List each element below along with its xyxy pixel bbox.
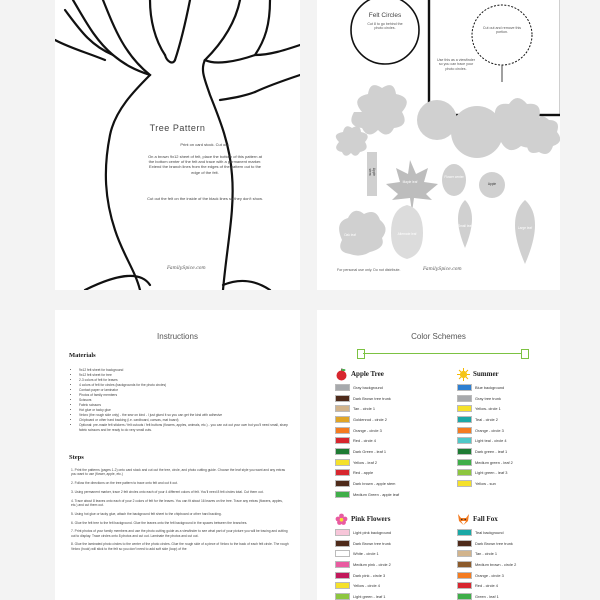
apple-label: Apple <box>487 182 497 186</box>
maple-leaf-shape <box>386 160 438 212</box>
tree-pattern-page <box>55 0 300 290</box>
color-swatch-label: Blue background <box>475 384 505 390</box>
materials-item: • 2-3 colors of felt for leaves <box>79 378 289 383</box>
color-swatch-label: Dark pink - circle 3 <box>353 572 386 578</box>
color-swatch <box>335 491 350 498</box>
apple-stem-label: Apple stem <box>368 167 376 177</box>
felt-circles-title: Felt Circles <box>368 12 402 19</box>
color-swatch <box>335 593 350 600</box>
color-swatch <box>335 416 350 423</box>
scheme-name: Pink Flowers <box>351 515 391 523</box>
title-rule-left-cap <box>357 349 365 359</box>
materials-item: • Scissors <box>79 398 289 403</box>
color-swatch <box>457 384 472 391</box>
color-swatch <box>457 448 472 455</box>
color-swatch <box>335 550 350 557</box>
steps-list <box>71 468 289 556</box>
color-swatch-label: Dark Brown tree trunk <box>353 540 391 546</box>
viewfinder-cut-note: Cut out and remove this portion. <box>482 26 522 35</box>
color-swatch-row <box>457 425 560 436</box>
flower-center-shape <box>442 164 466 196</box>
materials-item: • 4 colors of felt for circles (backgrounds for the photo circles) <box>79 383 289 388</box>
color-swatch-label: Yellow- circle 1 <box>475 406 501 412</box>
step-item: 6. Glue the felt tree to the felt background. Glue the leaves onto the felt background in the spaces between the branches. <box>71 520 248 525</box>
color-swatch-row <box>457 468 560 479</box>
color-swatch-label: Yellow - leaf 2 <box>353 459 378 465</box>
oak-leaf-label: Oak leaf <box>344 233 356 237</box>
title-rule-right-cap <box>521 349 529 359</box>
color-swatch-label: Gray tree trunk <box>475 395 501 401</box>
color-swatch-row <box>335 478 445 489</box>
scheme-pink-flowers <box>335 512 445 600</box>
tree-subtitle: Print on card stock. Cut out. <box>180 142 230 147</box>
materials-list <box>73 368 289 433</box>
step-item: 2. Follow the directions on the tree pattern to trace onto felt and cut it out. <box>71 481 178 486</box>
color-swatch-label: Goldenrod - circle 2 <box>353 416 387 422</box>
flower-center-label: Flower center <box>444 175 464 179</box>
color-swatch-row <box>335 538 445 549</box>
large-leaf-label: Large leaf <box>517 226 533 230</box>
color-swatch <box>335 540 350 547</box>
color-swatch <box>335 427 350 434</box>
color-swatch <box>335 384 350 391</box>
color-swatch-row <box>335 580 445 591</box>
color-swatch-label: Dark brown - apple stem <box>353 481 396 487</box>
color-swatch <box>457 550 472 557</box>
color-swatch-label: Dark Brown tree trunk <box>475 540 513 546</box>
flower-large-shape <box>351 85 406 134</box>
step-item: 3. Using permanent marker, trace 2 felt circles onto each of your 4 different colors of felt. You'll need 8 felt circles total. Cut them out. <box>71 489 264 494</box>
scheme-name: Summer <box>473 370 499 378</box>
color-swatch <box>335 572 350 579</box>
title-rule <box>363 353 523 354</box>
color-swatch-label: Dark green - leaf 1 <box>475 448 508 454</box>
color-swatch-row <box>457 393 560 404</box>
color-swatch-row <box>335 548 445 559</box>
copyright-notice: For personal use only. Do not distribute. <box>337 268 401 272</box>
color-swatch-row <box>457 538 560 549</box>
tree-pattern-title: Tree Pattern <box>149 123 206 133</box>
color-swatch-label: Yellow - circle 4 <box>353 583 380 589</box>
materials-item: • Contact paper or laminator <box>79 388 289 393</box>
felt-shapes-page <box>317 0 560 290</box>
color-swatch <box>335 437 350 444</box>
color-swatch <box>457 405 472 412</box>
familyspice-logo-2: FamilySpice.com <box>423 267 462 272</box>
color-swatch <box>457 480 472 487</box>
color-swatch-label: Green - leaf 1 <box>475 593 499 599</box>
circle-shape-1 <box>417 100 457 140</box>
sun-icon <box>457 368 470 381</box>
color-swatch-row <box>457 446 560 457</box>
color-swatch <box>457 582 472 589</box>
color-swatch-label: Orange - circle 3 <box>475 427 504 433</box>
color-swatch <box>335 395 350 402</box>
color-swatch-label: Teal - circle 2 <box>475 416 498 422</box>
color-swatch <box>457 593 472 600</box>
color-swatch-row <box>335 570 445 581</box>
familyspice-logo: FamilySpice.com <box>167 266 206 271</box>
color-schemes-title: Color Schemes <box>411 332 466 341</box>
color-swatch <box>335 480 350 487</box>
color-swatch-label: Dark Green - leaf 1 <box>353 448 387 454</box>
tree-instructions-2: Cut out the felt on the inside of the black lines so they don't show. <box>147 196 263 201</box>
materials-heading: Materials <box>69 352 96 359</box>
color-swatch-label: Yellow - sun <box>475 481 496 487</box>
color-swatch-row <box>457 570 560 581</box>
color-swatch-label: Medium brown - circle 2 <box>475 561 517 567</box>
scheme-header <box>335 512 445 526</box>
color-swatch-row <box>335 403 445 414</box>
color-swatch-row <box>335 425 445 436</box>
apple-icon <box>335 368 348 381</box>
color-swatch-row <box>457 548 560 559</box>
color-swatch <box>335 459 350 466</box>
color-swatch-label: Tan - circle 1 <box>353 406 376 412</box>
color-swatch-label: Medium pink - circle 2 <box>353 561 391 567</box>
color-swatch-row <box>457 403 560 414</box>
scheme-summer <box>457 367 560 489</box>
color-swatch <box>457 416 472 423</box>
viewfinder-circle <box>472 5 532 65</box>
scheme-fall-fox <box>457 512 560 600</box>
color-swatch <box>335 448 350 455</box>
tree-instructions-1: On a brown 9x12 sheet of felt, place the bottom of this pattern at the bottom center of the felt and trace with a permanent marker. Extend the branch lines from the edges of the pattern out to the edge of the felt. <box>148 154 262 175</box>
materials-item: • Hot glue or tacky glue <box>79 408 289 413</box>
color-swatch-row <box>457 435 560 446</box>
color-swatch <box>335 469 350 476</box>
color-swatch-row <box>335 468 445 479</box>
color-swatch-row <box>335 457 445 468</box>
step-item: 4. Trace about 8 leaves onto each of your 2 colors of felt for the leaves. You can fit about 16 leaves on the tree. Trace any extras (flowers, apples, etc.) and cut them out. <box>71 498 283 507</box>
color-swatch <box>457 469 472 476</box>
color-swatch <box>457 561 472 568</box>
color-swatch-row <box>335 489 445 500</box>
scheme-apple-tree <box>335 367 445 500</box>
color-swatch <box>457 395 472 402</box>
felt-circle-outline <box>351 0 419 64</box>
felt-circles-note: Cut 8 to go behind the photo circles. <box>367 22 403 31</box>
color-swatch <box>335 405 350 412</box>
color-swatch-row <box>457 580 560 591</box>
step-item: 1. Print the patterns (pages 1-2) onto card stock and cut out the tree, circle, and photo cutting guide. Choose the leaf style you want and any extras you want to use (flower, apple, etc.) <box>71 468 286 477</box>
color-swatch-label: Light teal - circle 4 <box>475 438 507 444</box>
materials-item: • Chipboard or other hard backing (i.e. cardboard, canvas, mat board) <box>79 418 289 423</box>
color-swatch-label: White - circle 1 <box>353 551 379 557</box>
color-swatch-row <box>335 393 445 404</box>
color-swatch-row <box>335 435 445 446</box>
instructions-page <box>55 310 300 600</box>
color-swatch <box>457 529 472 536</box>
step-item: 8. Glue the laminated photo circles to the center of the photo circles. Glue the rough side of a piece of Velcro to the back of each felt circle. The rough Velcro (hook) will stick to the felt so you don't need to add soft side (loop) of the <box>71 542 289 551</box>
color-swatch <box>457 427 472 434</box>
color-swatch <box>457 437 472 444</box>
color-swatch <box>457 572 472 579</box>
color-swatch-row <box>457 527 560 538</box>
color-swatch-row <box>335 382 445 393</box>
color-swatch-label: Teal background <box>475 529 504 535</box>
color-swatch <box>457 540 472 547</box>
color-swatch-label: Light green - leaf 1 <box>353 593 386 599</box>
alternate-leaf-label: Alternate leaf <box>397 232 417 236</box>
flower-small-shape <box>336 126 368 156</box>
color-swatch-row <box>335 527 445 538</box>
small-leaf-label: Small leaf <box>458 224 472 228</box>
color-swatch-label: Red - apple <box>353 470 374 476</box>
color-swatch-label: Medium green - leaf 2 <box>475 459 513 465</box>
color-swatch-row <box>335 446 445 457</box>
materials-item: • 9x12 felt sheet for background <box>79 368 289 373</box>
color-swatch-label: Red - circle 4 <box>353 438 376 444</box>
materials-item: • Fabric scissors <box>79 403 289 408</box>
color-swatch-row <box>335 559 445 570</box>
scheme-header <box>457 512 560 526</box>
color-swatch-label: Red - circle 4 <box>475 583 498 589</box>
scheme-name: Apple Tree <box>351 370 384 378</box>
color-swatch-label: Light green - leaf 3 <box>475 470 508 476</box>
color-swatch-label: Gray background <box>353 384 383 390</box>
color-swatch-row <box>457 457 560 468</box>
color-swatch-row <box>457 591 560 600</box>
materials-item: • Photos of family members <box>79 393 289 398</box>
color-swatch <box>335 529 350 536</box>
color-swatch-label: Medium Green - apple leaf <box>353 491 400 497</box>
felt-shapes-drawing <box>317 0 560 290</box>
large-leaf-shape <box>515 200 535 264</box>
color-swatch <box>335 582 350 589</box>
color-swatch-row <box>457 559 560 570</box>
color-swatch-row <box>335 591 445 600</box>
steps-heading: Steps <box>69 454 84 461</box>
color-swatch-label: Tan - circle 1 <box>475 551 498 557</box>
color-swatch-row <box>457 414 560 425</box>
color-swatch-label: Light pink background <box>353 529 392 535</box>
materials-item: • Velcro (the rough side only) - the sew on kind - I just glued it so you can get the kind with adhesive <box>79 413 289 418</box>
color-schemes-page <box>317 310 560 600</box>
flower-icon <box>335 513 348 526</box>
scheme-name: Fall Fox <box>473 515 498 523</box>
color-swatch-label: Dark Brown tree trunk <box>353 395 391 401</box>
color-swatch-label: Orange - circle 3 <box>353 427 382 433</box>
materials-item: • 9x12 felt sheet for tree <box>79 373 289 378</box>
scheme-header <box>457 367 560 381</box>
viewfinder-use-note: Use this as a viewfinder so you can trace your photo circles. <box>437 58 475 71</box>
color-swatch-label: Orange - circle 3 <box>475 572 504 578</box>
fox-icon <box>457 513 470 526</box>
materials-item: • Optional: pre-made felt stickers / felt cutouts / felt buttons (flowers, apples, animals, etc.) - you can cut out your own but you'll need small, sharp fabric scissors and be ready to do very small cuts. <box>79 423 289 433</box>
maple-leaf-label: Maple leaf <box>402 180 418 184</box>
scheme-header <box>335 367 445 381</box>
step-item: 7. Print photos of your family members and use the photo cutting guide as a viewfinder to see what part of your picture you will be tracing and cutting out to display. Trace circles onto 8 photos and cut out. Laminate the photos and cut out. <box>71 529 288 538</box>
step-item: 5. Using hot glue or tacky glue, attach the background felt sheet to the chipboard or other hard backing. <box>71 511 222 516</box>
color-swatch-row <box>335 414 445 425</box>
color-swatch <box>335 561 350 568</box>
color-swatch-row <box>457 478 560 489</box>
color-swatch-row <box>457 382 560 393</box>
color-swatch <box>457 459 472 466</box>
instructions-title: Instructions <box>157 332 198 341</box>
